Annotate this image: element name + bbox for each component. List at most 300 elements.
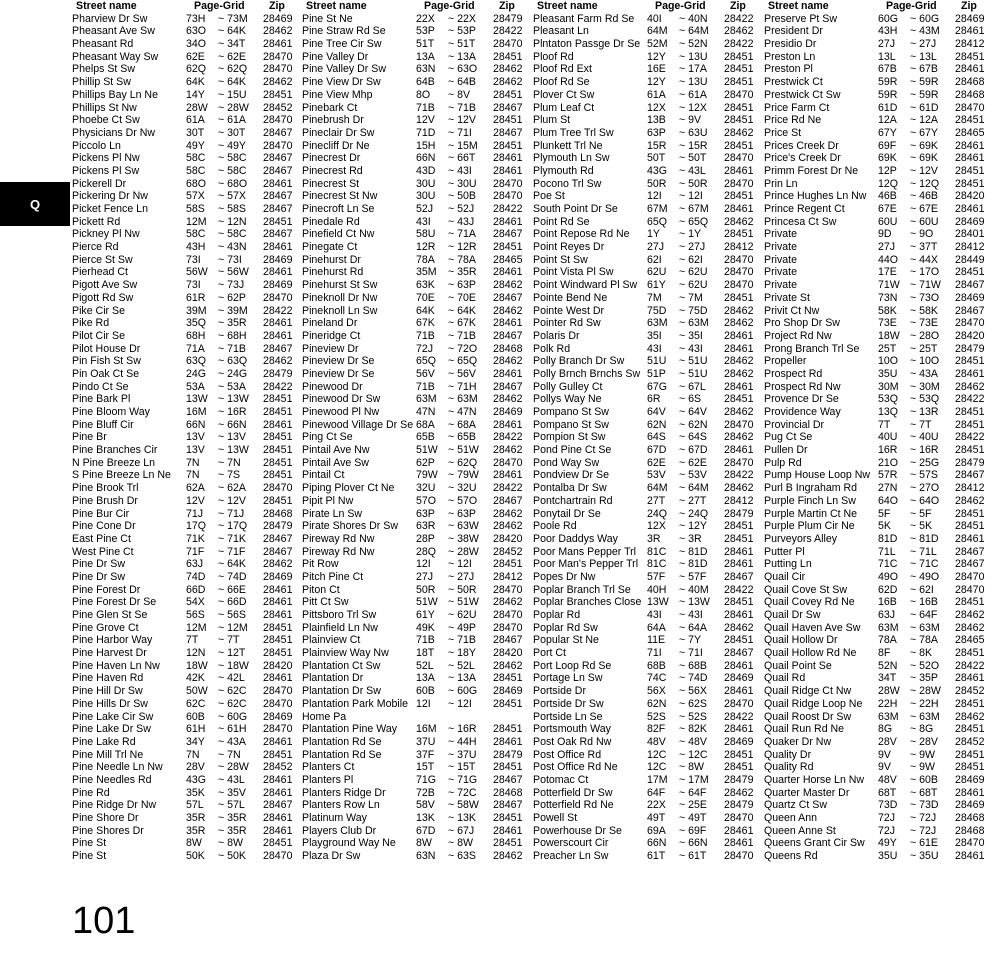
street-name: Quail Ridge Loop Ne [764, 697, 863, 710]
zip-code: 28451 [955, 723, 985, 736]
street-name: Plaza Dr Sw [302, 850, 361, 863]
grid-start: 28Q [416, 545, 437, 558]
grid-end: ~ 52N [679, 38, 708, 51]
street-row [72, 393, 302, 406]
grid-start: 50R [647, 177, 667, 190]
zip-code: 28451 [493, 812, 523, 824]
grid-end: ~ 58S [218, 203, 246, 215]
zip-code: 28461 [955, 532, 985, 545]
street-name: Phillips St Nw [72, 101, 137, 114]
street-name: Players Club Dr [302, 824, 377, 837]
grid-end: ~ 51W [448, 596, 479, 609]
street-name: Quail Cove St Sw [764, 583, 848, 596]
grid-start: 7M [647, 291, 662, 304]
street-row [764, 406, 994, 419]
street-name: Price Rd Ne [764, 114, 822, 127]
zip-code: 28451 [724, 532, 754, 545]
street-row [764, 152, 994, 165]
zip-code: 28461 [263, 266, 293, 279]
street-row [533, 102, 763, 115]
grid-end: ~ 58C [218, 228, 247, 241]
street-row [302, 837, 532, 850]
street-row [533, 837, 763, 850]
zip-code: 28470 [724, 456, 754, 469]
zip-code: 28461 [724, 837, 754, 850]
grid-start: 68O [186, 177, 207, 190]
zip-code: 28451 [955, 647, 985, 660]
grid-end: ~ 78A [910, 634, 938, 647]
grid-start: 68T [878, 786, 897, 799]
grid-end: ~ 7T [910, 418, 932, 431]
zip-code: 28469 [263, 710, 293, 723]
zip-code: 28451 [955, 507, 985, 520]
zip-code: 28468 [493, 786, 523, 799]
grid-start: 71L [878, 545, 896, 558]
street-name: Pireway Rd Nw [302, 545, 375, 558]
grid-end: ~ 82K [679, 723, 707, 736]
grid-end: ~ 57L [218, 799, 245, 812]
street-row [533, 25, 763, 38]
street-name: Pine Glen St Se [72, 609, 148, 621]
grid-start: 13K [416, 812, 435, 824]
zip-code: 28461 [493, 317, 523, 330]
street-name: Plantation Dr [302, 672, 364, 685]
grid-end: ~ 12N [218, 215, 247, 228]
grid-end: ~ 24Q [679, 507, 709, 520]
street-name: Provincial Dr [764, 418, 825, 431]
street-name: Pine Lake Cir Sw [72, 710, 154, 723]
zip-code: 28451 [263, 444, 293, 457]
street-name: Pine St [72, 850, 107, 863]
street-name: Quail Hollow Dr [764, 634, 838, 647]
grid-start: 58K [878, 304, 897, 317]
street-name: Privit Ct Nw [764, 304, 820, 317]
street-name: Private [764, 279, 797, 292]
zip-code: 28451 [493, 50, 523, 63]
zip-code: 28461 [724, 558, 754, 571]
grid-end: ~ 59R [910, 76, 939, 89]
grid-start: 62E [186, 50, 205, 63]
street-row [302, 469, 532, 482]
grid-end: ~ 63Q [218, 355, 248, 368]
grid-end: ~ 43I [448, 164, 472, 177]
grid-start: 49Y [186, 139, 205, 152]
grid-end: ~ 81D [910, 532, 939, 545]
grid-end: ~ 71B [448, 329, 476, 342]
street-name: Pinegate Ct [302, 241, 358, 254]
grid-start: 64V [647, 406, 666, 418]
grid-end: ~ 42L [218, 672, 245, 685]
grid-start: 62E [647, 456, 666, 469]
grid-end: ~ 9W [910, 748, 936, 761]
grid-end: ~ 62C [218, 685, 247, 698]
street-name: Pine Haven Rd [72, 672, 144, 685]
street-row [533, 241, 763, 254]
street-name: Plover Ct Sw [533, 88, 595, 101]
grid-start: 5F [878, 507, 891, 520]
street-row [72, 533, 302, 546]
street-row [302, 406, 532, 419]
grid-end: ~ 13A [448, 50, 476, 63]
grid-start: 10O [878, 355, 899, 368]
grid-end: ~ 50T [679, 152, 707, 165]
grid-end: ~ 28W [218, 761, 249, 774]
grid-start: 66N [416, 152, 436, 165]
zip-code: 28422 [955, 393, 985, 406]
grid-end: ~ 72J [910, 812, 937, 824]
street-name: Pine Rd [72, 786, 110, 799]
grid-end: ~ 69F [679, 824, 707, 837]
street-row [302, 520, 532, 533]
grid-end: ~ 71H [448, 380, 477, 393]
grid-start: 28V [878, 735, 897, 748]
street-row [302, 546, 532, 559]
grid-start: 63M [647, 317, 668, 330]
street-row [302, 596, 532, 609]
street-row [72, 216, 302, 229]
street-row [533, 393, 763, 406]
street-name: Prin Ln [764, 177, 798, 190]
street-row [302, 292, 532, 305]
zip-code: 28461 [493, 266, 523, 279]
street-name: Pintail Ct [302, 469, 345, 482]
zip-code: 28461 [263, 596, 293, 609]
street-name: Pine Valley Dr [302, 50, 369, 63]
zip-code: 28461 [955, 152, 985, 165]
grid-start: 67B [878, 63, 897, 76]
grid-start: 61A [647, 88, 666, 101]
grid-end: ~ 12Q [910, 177, 940, 190]
street-row [764, 787, 994, 800]
street-name: Prince Regent Ct [764, 203, 845, 215]
grid-start: 73D [878, 799, 898, 812]
street-row [533, 355, 763, 368]
street-name: Pinebark Ct [302, 101, 358, 114]
street-name: Pro Shop Dr Sw [764, 317, 840, 330]
street-row [72, 647, 302, 660]
zip-code: 28420 [493, 647, 523, 660]
grid-end: ~ 7M [679, 291, 703, 304]
street-name: Plum Tree Trl Sw [533, 126, 614, 139]
column-header [302, 0, 532, 13]
zip-code: 28452 [263, 101, 293, 114]
zip-code: 28462 [263, 355, 293, 368]
grid-start: 35U [878, 850, 898, 863]
zip-code: 28461 [493, 824, 523, 837]
street-name: Pinedale Rd [302, 215, 360, 228]
grid-end: ~ 22H [910, 697, 939, 710]
zip-code: 28469 [955, 215, 985, 228]
header-page-grid: Page-Grid [886, 0, 937, 12]
street-name: Purple Finch Ln Sw [764, 494, 856, 507]
grid-end: ~ 44X [910, 253, 938, 266]
street-row [72, 558, 302, 571]
grid-start: 53V [647, 469, 666, 482]
grid-start: 43H [878, 25, 898, 38]
zip-code: 28470 [955, 570, 985, 583]
grid-start: 16B [878, 596, 897, 609]
grid-end: ~ 35V [218, 786, 246, 799]
zip-code: 28462 [724, 25, 754, 38]
street-row [72, 381, 302, 394]
grid-end: ~ 64K [218, 25, 246, 38]
street-name: Pine Lake Rd [72, 735, 136, 748]
zip-code: 28470 [724, 88, 754, 101]
zip-code: 28462 [724, 431, 754, 444]
header-zip: Zip [961, 0, 977, 12]
street-name: Physicians Dr Nw [72, 126, 156, 139]
grid-start: 59R [878, 88, 898, 101]
grid-end: ~ 64S [679, 431, 707, 444]
grid-start: 12Y [647, 76, 666, 89]
grid-end: ~ 71L [910, 545, 937, 558]
grid-end: ~ 25E [679, 799, 707, 812]
zip-code: 28412 [724, 241, 754, 254]
grid-start: 58V [416, 799, 435, 812]
zip-code: 28422 [493, 203, 523, 215]
grid-start: 67E [878, 203, 897, 215]
grid-end: ~ 71W [910, 279, 941, 292]
street-row [764, 736, 994, 749]
zip-code: 28467 [263, 190, 293, 203]
street-row [533, 114, 763, 127]
grid-start: 64K [416, 304, 435, 317]
grid-end: ~ 12I [448, 697, 472, 710]
street-name: Private [764, 266, 797, 279]
street-row [302, 850, 532, 863]
street-row [533, 787, 763, 800]
grid-end: ~ 62N [679, 418, 708, 431]
zip-code: 28461 [724, 203, 754, 215]
grid-end: ~ 62P [218, 291, 246, 304]
grid-end: ~ 66N [218, 418, 247, 431]
grid-start: 64S [647, 431, 666, 444]
grid-start: 43I [416, 215, 431, 228]
street-row [72, 317, 302, 330]
street-row [764, 317, 994, 330]
grid-end: ~ 40N [679, 12, 708, 25]
zip-code: 28467 [493, 773, 523, 786]
zip-code: 28401 [955, 228, 985, 241]
street-name: Plntaton Passge Dr Se [533, 38, 641, 51]
zip-code: 28422 [724, 12, 754, 25]
street-name: Pipit Pl Nw [302, 494, 354, 507]
street-name: Putter Pl [764, 545, 805, 558]
street-name: Pine Harvest Dr [72, 647, 147, 660]
street-row [764, 622, 994, 635]
street-name: Pintail Ave Nw [302, 444, 370, 457]
grid-end: ~ 67E [910, 203, 938, 215]
street-row [72, 508, 302, 521]
street-row [533, 850, 763, 863]
grid-end: ~ 35P [910, 672, 938, 685]
street-name: East Pine Ct [72, 532, 131, 545]
street-name: Point St Sw [533, 253, 588, 266]
grid-start: 12V [416, 114, 435, 127]
street-row [764, 685, 994, 698]
grid-start: 60G [878, 12, 899, 25]
grid-start: 61Y [647, 279, 666, 292]
zip-code: 28462 [493, 279, 523, 292]
street-row [764, 419, 994, 432]
grid-end: ~ 60B [910, 773, 938, 786]
grid-start: 53P [416, 25, 435, 38]
zip-code: 28461 [263, 812, 293, 824]
street-name: Plymouth Rd [533, 164, 594, 177]
street-name: Piton Ct [302, 583, 340, 596]
street-name: Powerhouse Dr Se [533, 824, 622, 837]
zip-code: 28469 [263, 253, 293, 266]
grid-start: 22H [878, 697, 898, 710]
street-name: Project Rd Nw [764, 329, 832, 342]
zip-code: 28422 [724, 469, 754, 482]
grid-end: ~ 58C [218, 164, 247, 177]
grid-start: 60U [878, 215, 898, 228]
grid-start: 72B [416, 786, 435, 799]
grid-start: 27T [647, 494, 666, 507]
zip-code: 28467 [493, 228, 523, 241]
street-row [764, 647, 994, 660]
zip-code: 28422 [493, 25, 523, 38]
zip-code: 28462 [955, 609, 985, 621]
zip-code: 28461 [263, 418, 293, 431]
street-row [764, 228, 994, 241]
street-name: Pompano St Sw [533, 418, 609, 431]
grid-start: 43I [647, 342, 662, 355]
grid-end: ~ 1Y [679, 228, 702, 241]
grid-start: 30U [416, 190, 436, 203]
street-row [764, 165, 994, 178]
street-name: Plantation Park Mobile [302, 697, 408, 710]
grid-start: 63P [647, 126, 666, 139]
zip-code: 28420 [955, 329, 985, 342]
grid-start: 71K [186, 532, 205, 545]
zip-code: 28462 [493, 304, 523, 317]
street-name: Price Farm Ct [764, 101, 830, 114]
street-row [302, 723, 532, 736]
zip-code: 28461 [724, 329, 754, 342]
zip-code: 28469 [493, 406, 523, 418]
grid-start: 63P [416, 507, 435, 520]
page-number: 101 [72, 900, 136, 942]
street-row [302, 254, 532, 267]
zip-code: 28412 [955, 241, 985, 254]
street-name: Plunkett Trl Ne [533, 139, 603, 152]
grid-start: 56S [186, 609, 205, 621]
zip-code: 28470 [724, 279, 754, 292]
street-row [533, 495, 763, 508]
street-row [72, 660, 302, 673]
grid-start: 66N [647, 837, 667, 850]
street-row [764, 495, 994, 508]
grid-start: 81C [647, 558, 667, 571]
street-name: Pickerell Dr [72, 177, 127, 190]
zip-code: 28462 [263, 76, 293, 89]
grid-end: ~ 71J [218, 507, 245, 520]
grid-end: ~ 30U [448, 177, 477, 190]
street-row [302, 457, 532, 470]
zip-code: 28469 [493, 685, 523, 698]
street-name: Ploof Rd Ext [533, 63, 592, 76]
grid-end: ~ 64K [448, 304, 476, 317]
street-row [72, 711, 302, 724]
zip-code: 28468 [955, 88, 985, 101]
street-name: Plantation Rd Se [302, 735, 382, 748]
zip-code: 28451 [493, 697, 523, 710]
street-name: Prong Branch Trl Se [764, 342, 860, 355]
grid-start: 68A [416, 418, 435, 431]
grid-end: ~ 73O [910, 291, 940, 304]
street-name: Pinecrest St [302, 177, 360, 190]
grid-end: ~ 7N [218, 456, 241, 469]
street-row [533, 254, 763, 267]
street-row [72, 228, 302, 241]
zip-code: 28467 [724, 647, 754, 660]
street-row [533, 622, 763, 635]
street-name: Point Vista Pl Sw [533, 266, 614, 279]
street-row [764, 292, 994, 305]
grid-end: ~ 64F [910, 609, 938, 621]
grid-end: ~ 7S [218, 469, 241, 482]
grid-start: 48V [647, 735, 666, 748]
zip-code: 28467 [263, 342, 293, 355]
grid-end: ~ 65Q [679, 215, 709, 228]
zip-code: 28467 [263, 799, 293, 812]
grid-end: ~ 10O [910, 355, 940, 368]
street-name: Poor Mans Pepper Trl [533, 545, 637, 558]
street-name: Pondview Dr Se [533, 469, 609, 482]
zip-code: 28451 [493, 88, 523, 101]
street-name: Ponytail Dr Se [533, 507, 601, 520]
grid-end: ~ 6S [679, 393, 702, 406]
street-name: South Point Dr Se [533, 203, 618, 215]
street-row [72, 825, 302, 838]
grid-start: 73I [186, 253, 201, 266]
street-name: Pine Mill Trl Ne [72, 748, 144, 761]
grid-end: ~ 71K [218, 532, 246, 545]
street-name: Pine Needle Ln Nw [72, 761, 163, 774]
street-row [302, 102, 532, 115]
street-row [302, 178, 532, 191]
grid-end: ~ 62U [679, 266, 708, 279]
grid-end: ~ 69K [910, 139, 938, 152]
grid-start: 43G [647, 164, 668, 177]
grid-start: 28V [186, 761, 205, 774]
street-row [533, 330, 763, 343]
grid-end: ~ 71B [218, 342, 246, 355]
grid-end: ~ 9V [679, 114, 702, 127]
street-row [302, 279, 532, 292]
zip-code: 28461 [724, 444, 754, 457]
street-name: Pine Br [72, 431, 107, 444]
street-name: Pump House Loop Nw [764, 469, 870, 482]
zip-code: 28420 [263, 659, 293, 672]
zip-code: 28461 [955, 25, 985, 38]
zip-code: 28467 [493, 799, 523, 812]
grid-start: 12M [186, 621, 207, 634]
zip-code: 28451 [724, 190, 754, 203]
street-row [302, 736, 532, 749]
street-row [302, 76, 532, 89]
street-name: Pinecrest Dr [302, 152, 361, 165]
street-name: Prospect Rd [764, 367, 823, 380]
zip-code: 28470 [955, 583, 985, 596]
grid-start: 61T [647, 850, 666, 863]
street-name: Pontalba Dr Sw [533, 482, 607, 495]
street-row [72, 140, 302, 153]
grid-start: 49Y [878, 837, 897, 850]
street-row [533, 444, 763, 457]
